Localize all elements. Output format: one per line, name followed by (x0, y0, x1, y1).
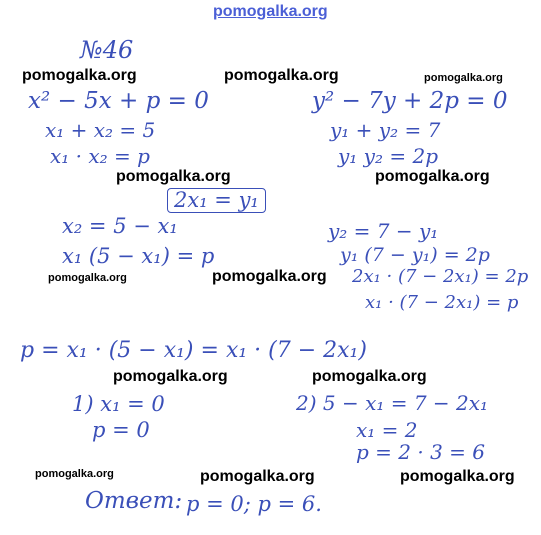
case-2-line-1: 2) 5 − x₁ = 7 − 2x₁ (296, 391, 489, 415)
answer-text: p = 0; p = 6. (186, 492, 322, 516)
watermark: pomogalka.org (35, 468, 114, 480)
problem-number: №46 (80, 36, 134, 64)
right-sum: y₁ + y₂ = 7 (330, 118, 441, 142)
watermark: pomogalka.org (113, 368, 228, 385)
relation-box: 2x₁ = y₁ (167, 188, 266, 213)
watermark: pomogalka.org (212, 268, 327, 285)
watermark: pomogalka.org (22, 67, 137, 84)
watermark: pomogalka.org (116, 168, 231, 185)
watermark: pomogalka.org (48, 272, 127, 284)
right-line-3: x₁ · (7 − 2x₁) = p (365, 292, 519, 313)
case-1-line-2: p = 0 (92, 418, 150, 442)
watermark: pomogalka.org (312, 368, 427, 385)
watermark: pomogalka.org (224, 67, 339, 84)
left-product: x₁ · x₂ = p (50, 144, 150, 168)
header-watermark[interactable]: pomogalka.org (213, 3, 328, 20)
right-equation: y² − 7y + 2p = 0 (312, 88, 508, 114)
watermark: pomogalka.org (375, 168, 490, 185)
watermark: pomogalka.org (400, 468, 515, 485)
watermark: pomogalka.org (200, 468, 315, 485)
left-substitution: x₁ (5 − x₁) = p (62, 244, 215, 268)
case-1-line-1: 1) x₁ = 0 (72, 392, 165, 416)
combined-equation: p = x₁ · (5 − x₁) = x₁ · (7 − 2x₁) (20, 338, 367, 363)
left-equation: x² − 5x + p = 0 (28, 88, 209, 114)
case-2-line-3: p = 2 · 3 = 6 (356, 440, 485, 464)
case-2-line-2: x₁ = 2 (356, 418, 418, 442)
left-sum: x₁ + x₂ = 5 (45, 118, 156, 142)
left-x2-expression: x₂ = 5 − x₁ (62, 214, 178, 238)
answer-label: Ответ: (85, 488, 183, 514)
right-product: y₁ y₂ = 2p (338, 144, 438, 168)
right-y2-expression: y₂ = 7 − y₁ (328, 219, 439, 243)
watermark: pomogalka.org (424, 72, 503, 84)
right-substitution: y₁ (7 − y₁) = 2p (340, 244, 490, 266)
right-line-2: 2x₁ · (7 − 2x₁) = 2p (352, 266, 529, 287)
